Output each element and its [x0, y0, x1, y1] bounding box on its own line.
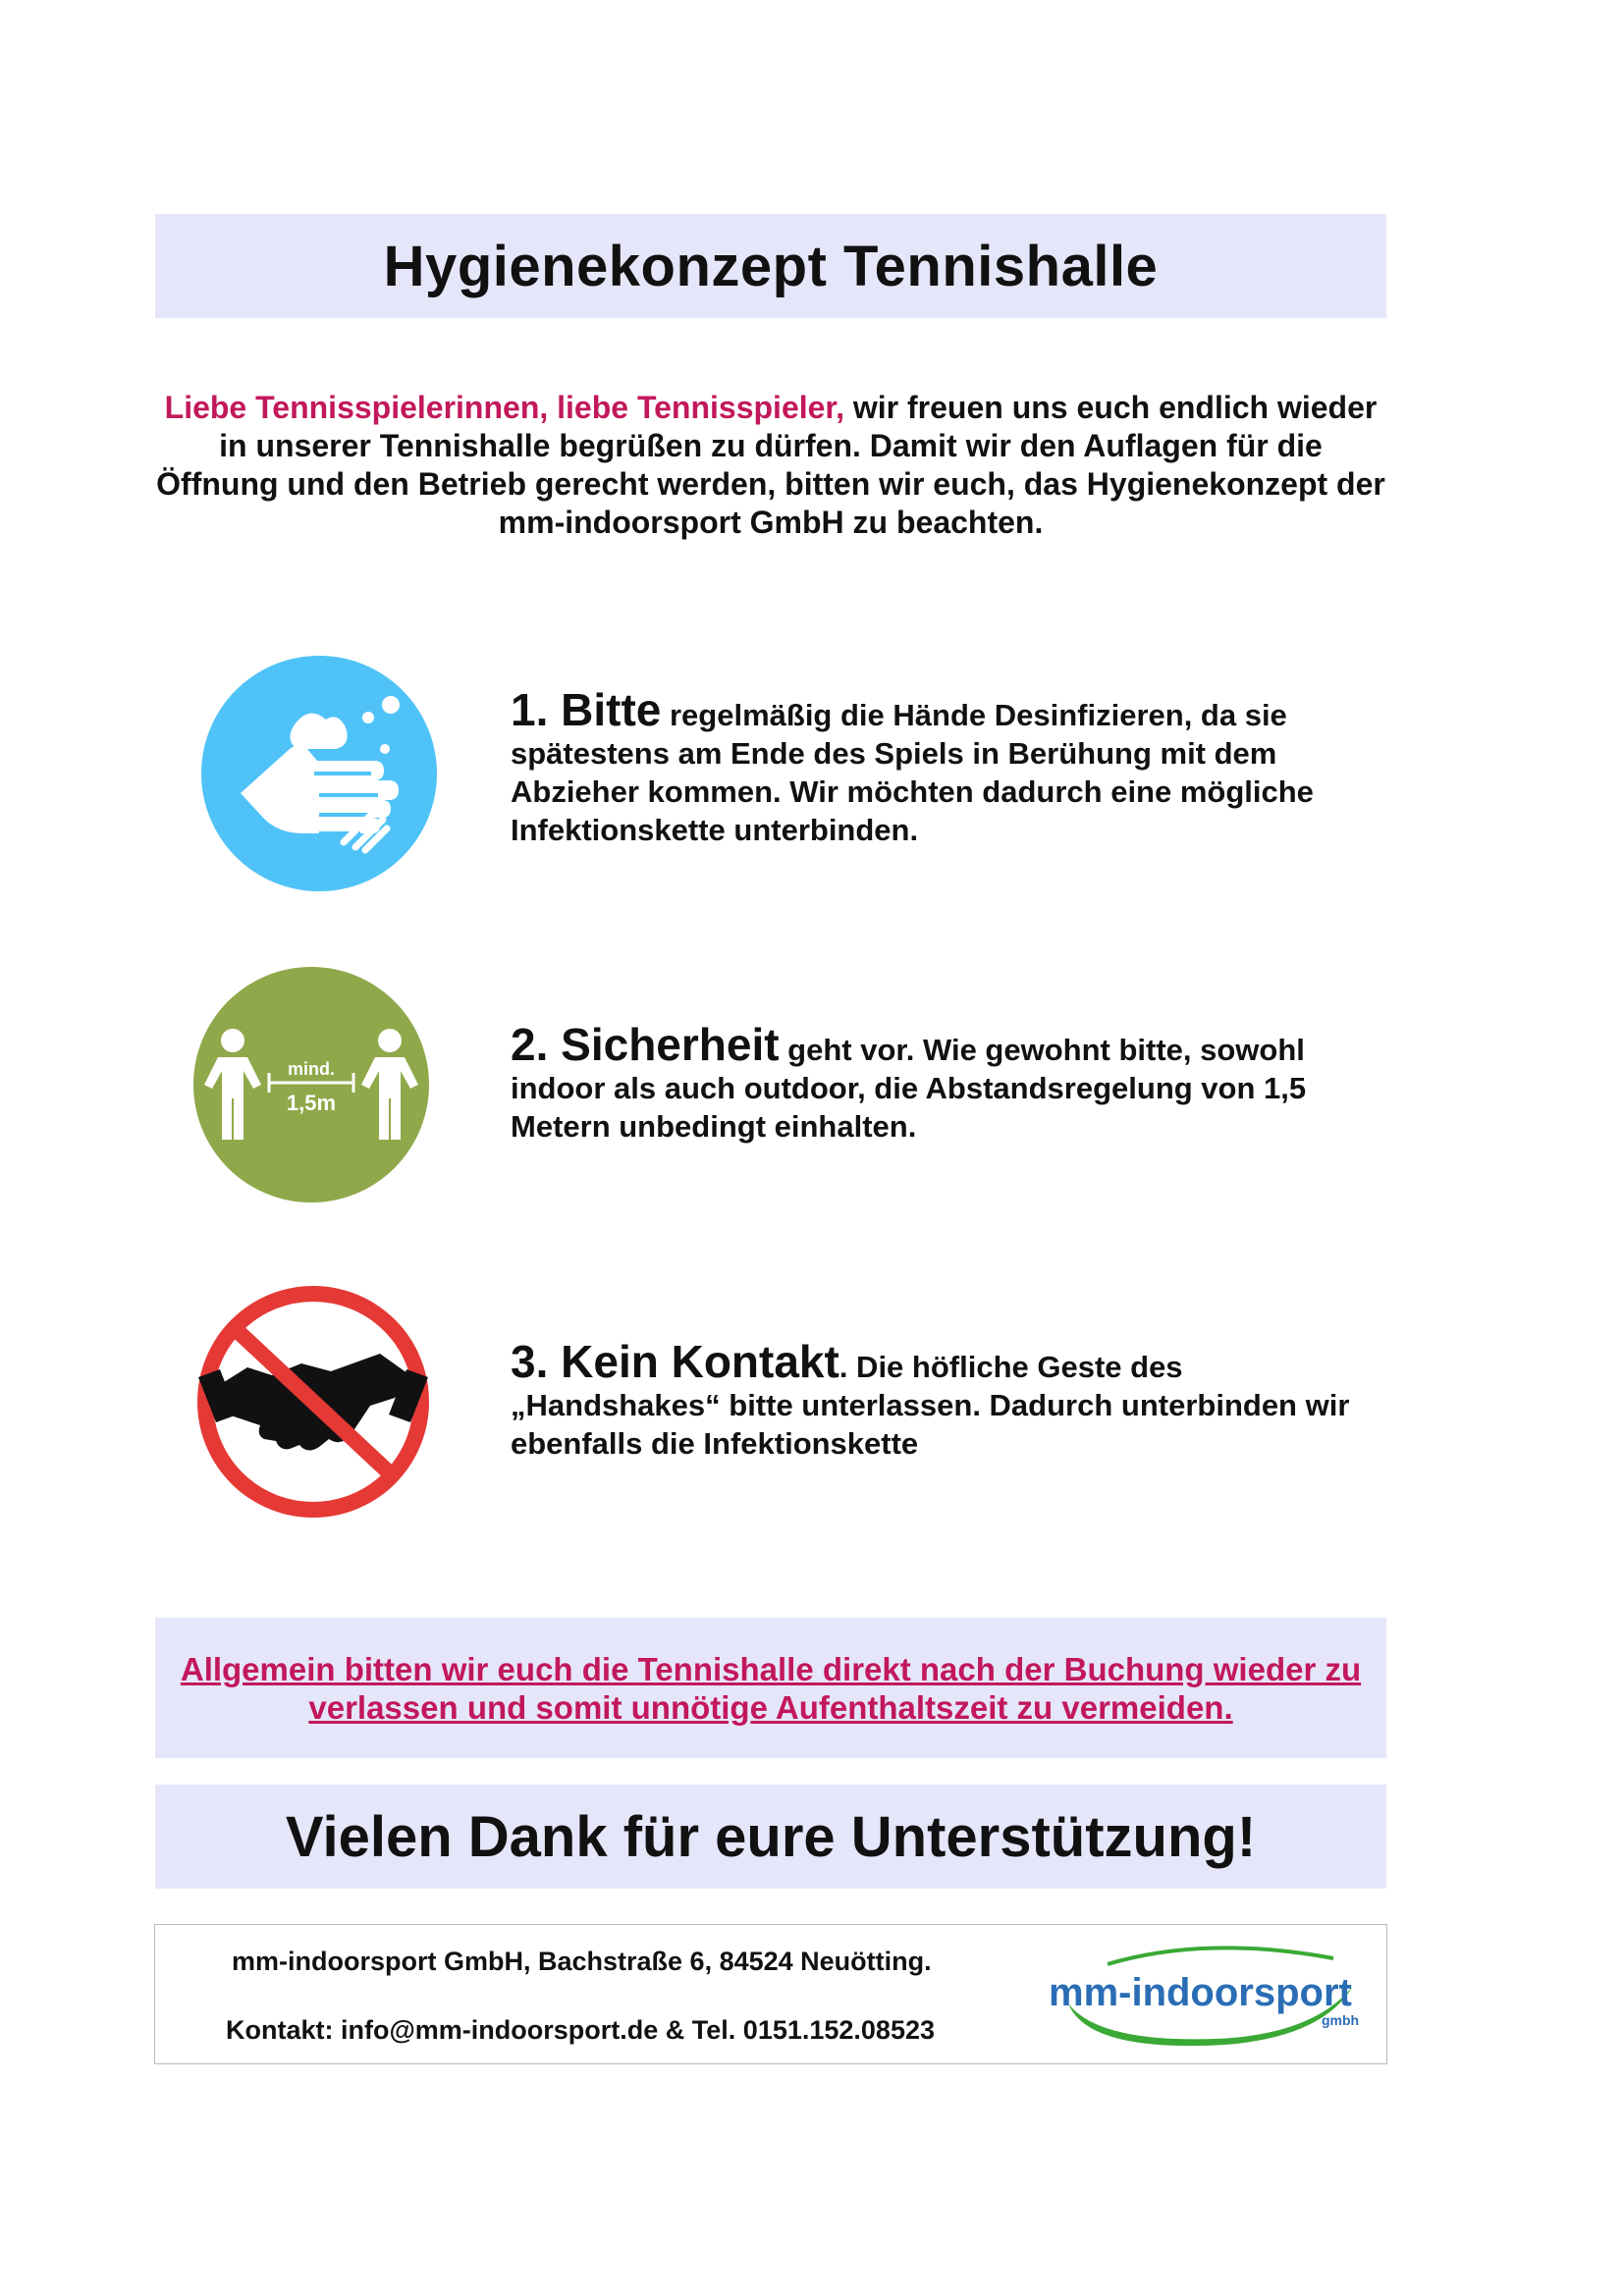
rule-body-3: . Die höfliche Geste des „Handshakes“ bitte unterlassen. Dadurch unterbinden wir ebenfalls die Infektionskette: [511, 1350, 1350, 1461]
distance-label-top: mind.: [288, 1059, 335, 1079]
footer: [154, 1924, 1387, 2064]
notice-text: Allgemein bitten wir euch die Tennishalle direkt nach der Buchung wieder zu verlassen und somit unnötige Aufenthaltszeit zu vermeiden.: [180, 1650, 1362, 1726]
rule-text-3: [511, 1336, 1394, 1463]
intro-paragraph: [155, 389, 1386, 542]
rule-text-2: [511, 1019, 1394, 1146]
intro-greeting: Liebe Tennisspielerinnen, liebe Tennisspieler,: [164, 390, 844, 425]
intro-body: wir freuen uns euch endlich wieder in unserer Tennishalle begrüßen zu dürfen. Damit wir den Auflagen für die Öffnung und den Betrieb gerecht werden, bitten wir euch, das Hygienekonzept der mm-indoorsport GmbH zu beachten.: [156, 390, 1385, 540]
rule-lead-3: 3. Kein Kontakt: [511, 1336, 839, 1387]
footer-address: mm-indoorsport GmbH, Bachstraße 6, 84524 Neuötting.: [232, 1947, 932, 1976]
title-band: [155, 214, 1386, 318]
logo-text: mm-indoorsport: [1049, 1971, 1352, 2014]
rule-lead-1: 1. Bitte: [511, 684, 662, 735]
rule-text-1: [511, 684, 1394, 849]
notice-band: [155, 1618, 1386, 1758]
rule-lead-2: 2. Sicherheit: [511, 1019, 780, 1070]
distance-label-bottom: 1,5m: [286, 1091, 337, 1115]
thanks-band: [155, 1785, 1386, 1889]
rule-body-1: regelmäßig die Hände Desinfizieren, da sie spätestens am Ende des Spiels in Berühung mit dem Abzieher kommen. Wir möchten dadurch eine mögliche Infektionskette unterbinden.: [511, 698, 1314, 847]
hand-washing-icon: [196, 656, 442, 896]
no-handshake-icon: [190, 1284, 436, 1524]
thanks-heading: Vielen Dank für eure Unterstützung!: [285, 1804, 1257, 1869]
distance-icon: [189, 967, 434, 1207]
page-title: Hygienekonzept Tennishalle: [383, 234, 1159, 298]
footer-contact: Kontakt: info@mm-indoorsport.de & Tel. 0151.152.08523: [226, 2015, 935, 2045]
company-logo: [1039, 1935, 1373, 2053]
logo-subtext: gmbh: [1322, 2012, 1360, 2028]
rule-body-2: geht vor. Wie gewohnt bitte, sowohl indoor als auch outdoor, die Abstandsregelung von 1,5 Metern unbedingt einhalten.: [511, 1033, 1307, 1144]
